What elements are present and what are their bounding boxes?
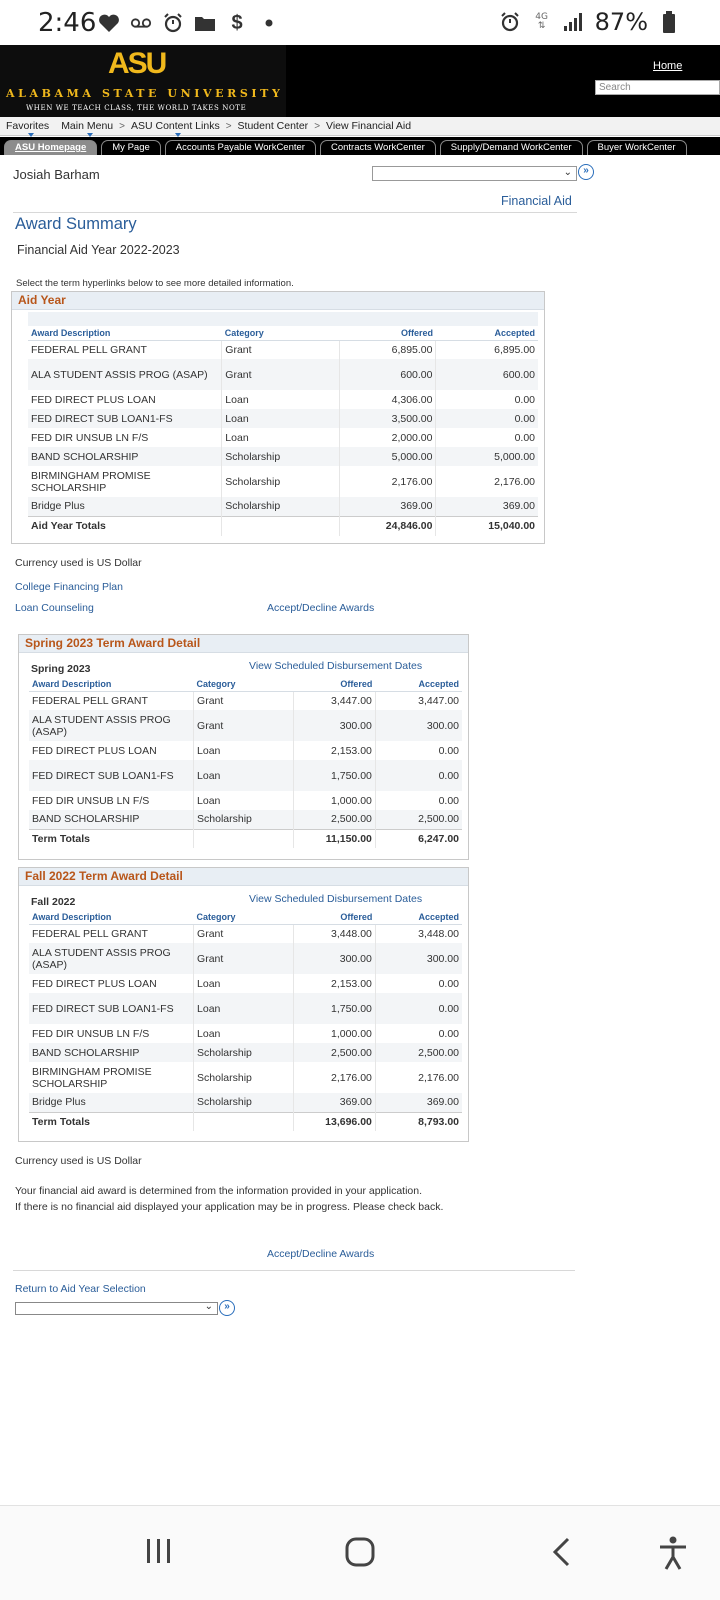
total-cell: [194, 1112, 294, 1131]
back-icon[interactable]: [550, 1536, 572, 1573]
breadcrumb-label: Main Menu: [61, 120, 114, 132]
dot-icon: [258, 12, 280, 34]
total-cell: 24,846.00: [339, 516, 436, 536]
table-row: [28, 359, 538, 390]
award-description: FED DIR UNSUB LN F/S: [29, 791, 194, 810]
spring-term-table: [29, 677, 462, 848]
award-category: Scholarship: [222, 466, 339, 497]
breadcrumb-student-center[interactable]: [232, 120, 315, 132]
award-category: Grant: [194, 943, 294, 974]
total-cell: Term Totals: [29, 1112, 194, 1131]
offered-amount: 1,750.00: [293, 760, 375, 791]
aid-year-label: Financial Aid Year 2022-2023: [17, 243, 180, 257]
tab-bar: [0, 137, 720, 155]
chevron-right-icon: >: [225, 120, 232, 132]
offered-amount: 4,306.00: [339, 390, 436, 409]
total-cell: 6,247.00: [375, 829, 462, 848]
chevron-right-icon: >: [314, 120, 321, 132]
search-input[interactable]: Search: [595, 80, 720, 95]
accepted-amount: 0.00: [438, 977, 459, 990]
page-title: Award Summary: [15, 215, 137, 233]
breadcrumb-view-financial-aid[interactable]: [320, 120, 417, 132]
totals-row: [28, 516, 538, 536]
offered-amount: 600.00: [339, 359, 436, 390]
offered-amount: 369.00: [339, 497, 436, 516]
aid-year-select-bottom[interactable]: [15, 1302, 218, 1315]
alarm-icon: [499, 11, 521, 33]
column-header: Offered: [293, 910, 375, 924]
tab-accounts-payable[interactable]: Accounts Payable WorkCenter: [165, 140, 316, 155]
award-category: Scholarship: [194, 1093, 294, 1112]
award-description: Bridge Plus: [28, 497, 222, 516]
status-time: 2:46: [38, 8, 97, 38]
breadcrumb-label: Student Center: [237, 120, 309, 132]
table-row: [29, 1093, 462, 1112]
alarm-icon: [162, 12, 184, 34]
aid-year-table: [28, 312, 538, 536]
accepted-amount: 5,000.00: [436, 447, 538, 466]
award-description: FED DIR UNSUB LN F/S: [29, 1024, 194, 1043]
accepted-amount: 2,500.00: [375, 1043, 462, 1062]
table-row: [28, 390, 538, 409]
award-category: Scholarship: [194, 1043, 294, 1062]
tab-supply-demand[interactable]: Supply/Demand WorkCenter: [440, 140, 583, 155]
award-category: Loan: [194, 993, 294, 1024]
college-financing-plan-link[interactable]: College Financing Plan: [15, 581, 123, 593]
table-row: [29, 1043, 462, 1062]
table-row: [29, 760, 462, 791]
award-category: Loan: [194, 760, 294, 791]
home-link[interactable]: Home: [653, 60, 683, 72]
award-description: FEDERAL PELL GRANT: [29, 691, 194, 710]
total-cell: [194, 829, 294, 848]
offered-amount: 300.00: [293, 710, 375, 741]
total-cell: 8,793.00: [375, 1112, 462, 1131]
signal-icon: [563, 11, 585, 33]
tab-buyer[interactable]: Buyer WorkCenter: [587, 140, 687, 155]
fall-view-disbursement-link[interactable]: View Scheduled Disbursement Dates: [249, 893, 423, 905]
award-description: ALA STUDENT ASSIS PROG (ASAP): [29, 943, 194, 974]
award-category: Loan: [194, 974, 294, 993]
accepted-amount: 0.00: [514, 431, 535, 444]
university-name: ALABAMA STATE UNIVERSITY: [6, 87, 284, 100]
aid-year-select[interactable]: [372, 166, 577, 181]
table-row: [29, 791, 462, 810]
table-header-bar: [28, 312, 538, 326]
offered-amount: 3,448.00: [293, 924, 375, 943]
accept-decline-awards-link[interactable]: Accept/Decline Awards: [267, 1248, 375, 1260]
university-tagline: WHEN WE TEACH CLASS, THE WORLD TAKES NOTE: [26, 104, 247, 112]
table-row: [28, 497, 538, 516]
offered-amount: 2,000.00: [339, 428, 436, 447]
currency-note: Currency used is US Dollar: [15, 1155, 142, 1167]
breadcrumb-label: ASU Content Links: [130, 120, 220, 132]
accepted-amount: 0.00: [438, 794, 459, 807]
award-note: [15, 1183, 445, 1215]
spring-term-label: Spring 2023: [31, 663, 91, 675]
accepted-amount: 369.00: [375, 1093, 462, 1112]
column-header: Award Description: [29, 910, 194, 924]
accepted-amount: 3,448.00: [418, 927, 459, 940]
loan-counseling-link[interactable]: Loan Counseling: [15, 602, 94, 614]
award-description: FED DIRECT SUB LOAN1-FS: [29, 993, 194, 1024]
award-description: FED DIRECT PLUS LOAN: [29, 974, 194, 993]
spring-view-disbursement-link[interactable]: View Scheduled Disbursement Dates: [249, 660, 423, 672]
award-note-line-2: If there is no financial aid displayed your application may be in progress. Please check back.: [15, 1201, 444, 1213]
chevron-right-icon: >: [119, 120, 125, 132]
offered-amount: 369.00: [293, 1093, 375, 1112]
breadcrumb-favorites[interactable]: [0, 120, 55, 132]
table-row: [29, 1024, 462, 1043]
fall-term-title: Fall 2022 Term Award Detail: [19, 868, 468, 886]
accepted-amount: 300.00: [375, 943, 462, 974]
column-header: Accepted: [436, 326, 538, 340]
instruction-text: Select the term hyperlinks below to see more detailed information.: [16, 278, 294, 289]
accepted-amount: 2,500.00: [375, 810, 462, 829]
award-description: FED DIRECT SUB LOAN1-FS: [28, 409, 222, 428]
4g-data-icon: 4G ⇅: [535, 12, 548, 31]
site-header: [0, 45, 720, 117]
chevron-down-icon: ⌄: [563, 167, 572, 178]
award-description: ALA STUDENT ASSIS PROG (ASAP): [29, 710, 194, 741]
award-description: BAND SCHOLARSHIP: [29, 810, 194, 829]
table-row: [29, 691, 462, 710]
accepted-amount: 0.00: [514, 393, 535, 406]
chevron-down-icon: ⌄: [204, 1301, 213, 1312]
award-category: Loan: [194, 791, 294, 810]
award-category: Grant: [194, 691, 294, 710]
column-header: Accepted: [375, 677, 462, 691]
battery-percent: 87%: [594, 8, 648, 36]
column-header: Award Description: [28, 326, 222, 340]
table-row: [28, 466, 538, 497]
accepted-amount: 0.00: [436, 409, 538, 428]
total-cell: 13,696.00: [293, 1112, 375, 1131]
award-description: FEDERAL PELL GRANT: [28, 340, 222, 359]
accepted-amount: 3,447.00: [418, 694, 459, 707]
offered-amount: 6,895.00: [339, 340, 436, 359]
home-icon[interactable]: [344, 1536, 376, 1573]
award-category: Loan: [222, 409, 339, 428]
table-row: [28, 428, 538, 447]
currency-note: Currency used is US Dollar: [15, 557, 142, 569]
award-description: FED DIRECT PLUS LOAN: [28, 390, 222, 409]
divider: [13, 1270, 575, 1271]
total-cell: [222, 516, 339, 536]
accepted-amount: 0.00: [375, 760, 462, 791]
accepted-amount: 0.00: [375, 993, 462, 1024]
award-category: Loan: [194, 741, 294, 760]
spring-term-title: Spring 2023 Term Award Detail: [19, 635, 468, 653]
breadcrumb-label: Favorites: [6, 120, 50, 132]
offered-amount: 300.00: [293, 943, 375, 974]
offered-amount: 2,176.00: [339, 466, 436, 497]
award-description: FED DIRECT SUB LOAN1-FS: [29, 760, 194, 791]
table-row: [28, 340, 538, 359]
voicemail-icon: [130, 12, 152, 34]
table-row: [29, 993, 462, 1024]
aid-year-title: Aid Year: [12, 292, 544, 310]
award-category: Grant: [194, 924, 294, 943]
column-header: Accepted: [375, 910, 462, 924]
table-row: [29, 974, 462, 993]
offered-amount: 1,000.00: [293, 1024, 375, 1043]
divider: [13, 212, 577, 213]
android-nav-bar: [0, 1505, 720, 1600]
offered-amount: 2,176.00: [293, 1062, 375, 1093]
total-cell: Term Totals: [29, 829, 194, 848]
offered-amount: 1,000.00: [293, 791, 375, 810]
folder-icon: [194, 12, 216, 34]
breadcrumb-asu-content-links[interactable]: [125, 120, 226, 132]
fall-term-table: [29, 910, 462, 1131]
breadcrumb-label: View Financial Aid: [326, 120, 412, 132]
accepted-amount: 0.00: [438, 744, 459, 757]
accepted-amount: 2,176.00: [418, 1071, 459, 1084]
offered-amount: 2,500.00: [293, 1043, 375, 1062]
award-description: Bridge Plus: [29, 1093, 194, 1112]
return-to-aid-year-link[interactable]: Return to Aid Year Selection: [15, 1283, 146, 1295]
table-row: [28, 409, 538, 428]
accessibility-icon[interactable]: [658, 1536, 688, 1575]
asu-logo[interactable]: [0, 45, 286, 117]
accepted-amount: 600.00: [436, 359, 538, 390]
table-row: [29, 810, 462, 829]
offered-amount: 1,750.00: [293, 993, 375, 1024]
totals-row: [29, 1112, 462, 1131]
accepted-amount: 300.00: [375, 710, 462, 741]
award-description: BIRMINGHAM PROMISE SCHOLARSHIP: [28, 466, 222, 497]
award-category: Grant: [222, 340, 339, 359]
column-header: Category: [194, 677, 294, 691]
status-bar: [0, 0, 720, 48]
award-category: Scholarship: [194, 810, 294, 829]
column-header: Offered: [293, 677, 375, 691]
award-description: BAND SCHOLARSHIP: [29, 1043, 194, 1062]
table-row: [29, 741, 462, 760]
asu-logo-letters: ASU: [108, 47, 166, 80]
column-header: Offered: [339, 326, 436, 340]
award-description: BIRMINGHAM PROMISE SCHOLARSHIP: [29, 1062, 194, 1093]
tab-my-page[interactable]: My Page: [101, 140, 161, 155]
award-note-line-1: Your financial aid award is determined from the information provided in your application.: [15, 1185, 423, 1197]
offered-amount: 2,153.00: [293, 741, 375, 760]
offered-amount: 2,153.00: [293, 974, 375, 993]
award-category: Loan: [194, 1024, 294, 1043]
accepted-amount: 0.00: [438, 1027, 459, 1040]
breadcrumb: [0, 117, 720, 136]
award-category: Loan: [222, 390, 339, 409]
accepted-amount: 6,895.00: [494, 343, 535, 356]
table-row: [29, 1062, 462, 1093]
tab-asu-homepage[interactable]: ASU Homepage: [4, 140, 97, 155]
financial-aid-link[interactable]: Financial Aid: [501, 194, 572, 208]
offered-amount: 2,500.00: [293, 810, 375, 829]
award-category: Loan: [222, 428, 339, 447]
go-button[interactable]: »: [578, 164, 594, 180]
totals-row: [29, 829, 462, 848]
table-row: [29, 924, 462, 943]
award-category: Scholarship: [194, 1062, 294, 1093]
accepted-amount: 2,176.00: [494, 475, 535, 488]
award-category: Scholarship: [222, 497, 339, 516]
accepted-amount: 369.00: [436, 497, 538, 516]
total-cell: Aid Year Totals: [28, 516, 222, 536]
fall-term-label: Fall 2022: [31, 896, 76, 908]
award-description: FED DIRECT PLUS LOAN: [29, 741, 194, 760]
breadcrumb-main-menu[interactable]: [55, 120, 119, 132]
heart-chat-icon: [98, 12, 120, 34]
battery-icon: [658, 11, 680, 33]
go-button[interactable]: »: [219, 1300, 235, 1316]
award-description: FEDERAL PELL GRANT: [29, 924, 194, 943]
column-header: Category: [194, 910, 294, 924]
dollar-icon: $: [231, 11, 243, 34]
column-header: Award Description: [29, 677, 194, 691]
recent-apps-icon[interactable]: [144, 1536, 174, 1571]
column-header: Category: [222, 326, 339, 340]
award-category: Grant: [222, 359, 339, 390]
award-description: BAND SCHOLARSHIP: [28, 447, 222, 466]
accept-decline-awards-link[interactable]: Accept/Decline Awards: [267, 602, 375, 614]
table-row: [29, 710, 462, 741]
offered-amount: 3,500.00: [339, 409, 436, 428]
offered-amount: 5,000.00: [339, 447, 436, 466]
user-name: Josiah Barham: [13, 167, 100, 182]
award-category: Grant: [194, 710, 294, 741]
total-cell: 11,150.00: [293, 829, 375, 848]
total-cell: 15,040.00: [436, 516, 538, 536]
tab-contracts[interactable]: Contracts WorkCenter: [320, 140, 436, 155]
table-row: [28, 447, 538, 466]
table-row: [29, 943, 462, 974]
award-description: FED DIR UNSUB LN F/S: [28, 428, 222, 447]
offered-amount: 3,447.00: [293, 691, 375, 710]
award-category: Scholarship: [222, 447, 339, 466]
award-description: ALA STUDENT ASSIS PROG (ASAP): [28, 359, 222, 390]
